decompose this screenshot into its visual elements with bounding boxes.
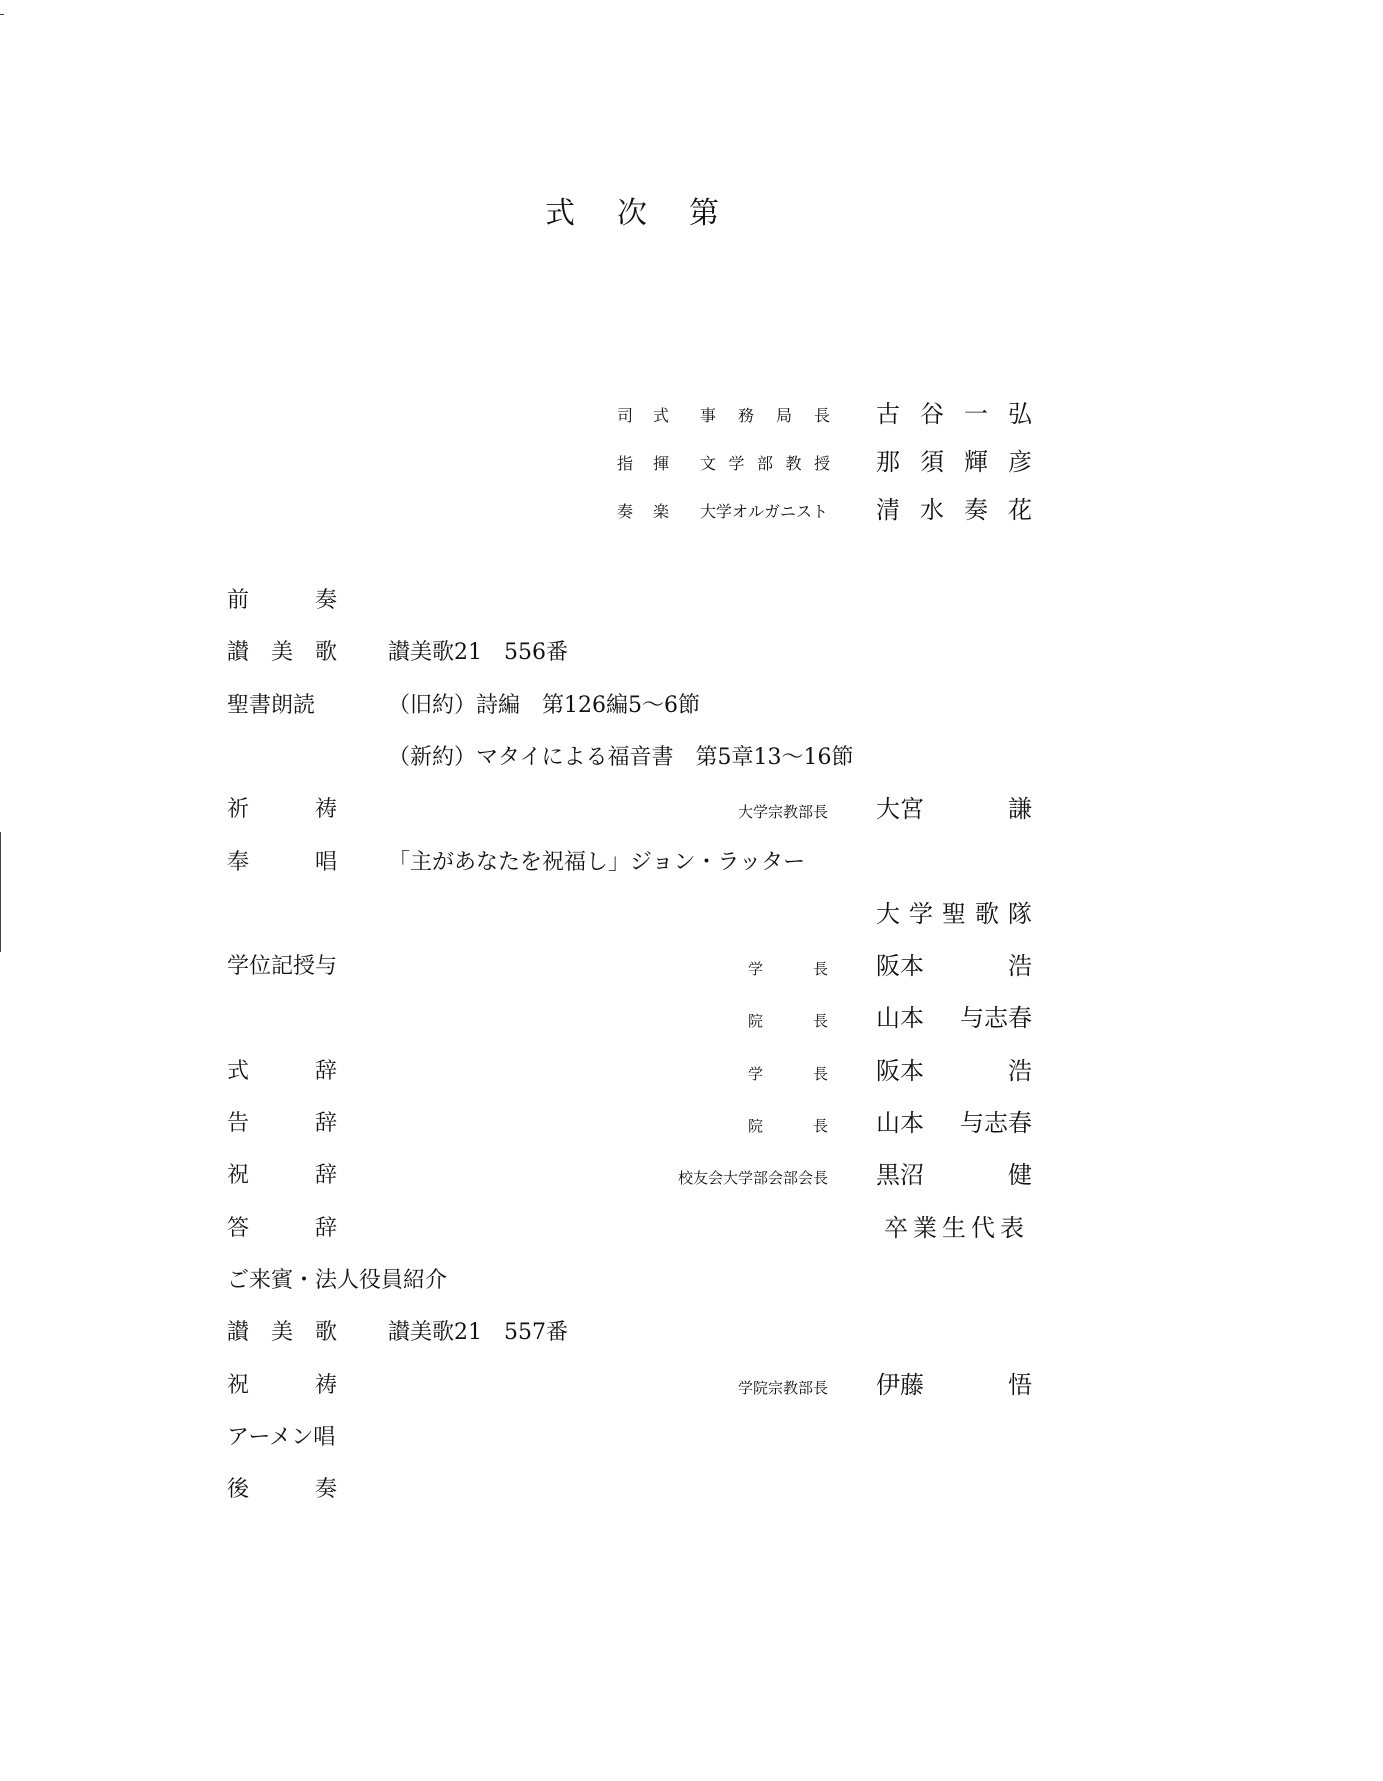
program-label: 式 辞 <box>227 1059 337 1084</box>
program-label: 祝 辞 <box>227 1163 337 1188</box>
program-label: 前 奏 <box>227 588 337 613</box>
program-name: 阪本 浩 <box>876 1057 1032 1085</box>
program-label: 讃 美 歌 <box>227 1320 337 1345</box>
program-label: 学位記授与 <box>227 954 338 979</box>
program-name: 山本 与志春 <box>876 1109 1032 1137</box>
official-role: 司 式 <box>617 406 669 425</box>
official-name: 古 谷 一 弘 <box>876 400 1032 428</box>
program-position: 院 長 <box>748 1012 828 1030</box>
program-label: 答 辞 <box>227 1216 337 1241</box>
program-name: 大 学 聖 歌 隊 <box>876 900 1032 928</box>
official-role: 奏 楽 <box>617 502 669 521</box>
program-content: （新約）マタイによる福音書 第5章13〜16節 <box>388 745 854 770</box>
official-role: 指 揮 <box>617 454 669 473</box>
program-position: 学院宗教部長 <box>737 1379 828 1397</box>
page-title: 式 次 第 <box>545 196 725 231</box>
program-label: 祈 祷 <box>227 797 337 822</box>
program-name: 大宮 謙 <box>876 795 1032 823</box>
program-content: 「主があなたを祝福し」ジョン・ラッター <box>388 850 806 875</box>
program-content: （旧約）詩編 第126編5〜6節 <box>388 693 700 718</box>
program-position: 校友会大学部会部会長 <box>677 1169 828 1187</box>
edge-mark <box>0 14 4 15</box>
official-position: 大学オルガニスト <box>700 502 829 521</box>
program-label: 祝 祷 <box>227 1373 337 1398</box>
program-label: 奉 唱 <box>227 850 337 875</box>
program-label: アーメン唱 <box>227 1425 336 1450</box>
official-position: 事 務 局 長 <box>700 406 830 425</box>
program-name: 山本 与志春 <box>876 1004 1032 1032</box>
official-position: 文 学 部 教 授 <box>700 454 830 473</box>
program-name: 卒 業 生 代 表 <box>884 1214 1024 1242</box>
program-name: 阪本 浩 <box>876 952 1032 980</box>
program-position: 学 長 <box>748 1065 828 1083</box>
program-position: 大学宗教部長 <box>737 803 828 821</box>
program-label: ご来賓・法人役員紹介 <box>227 1268 448 1293</box>
program-position: 院 長 <box>748 1117 828 1135</box>
program-label: 告 辞 <box>227 1111 337 1136</box>
edge-line <box>0 832 1 952</box>
program-label: 後 奏 <box>227 1477 337 1502</box>
program-name: 伊藤 悟 <box>876 1371 1032 1399</box>
official-name: 清 水 奏 花 <box>876 496 1032 524</box>
program-name: 黒沼 健 <box>876 1161 1032 1189</box>
program-content: 讃美歌21 556番 <box>388 640 568 665</box>
official-name: 那 須 輝 彦 <box>876 448 1032 476</box>
program-content: 讃美歌21 557番 <box>388 1320 568 1345</box>
program-position: 学 長 <box>748 960 828 978</box>
program-label: 聖書朗読 <box>227 693 316 718</box>
program-label: 讃 美 歌 <box>227 640 337 665</box>
